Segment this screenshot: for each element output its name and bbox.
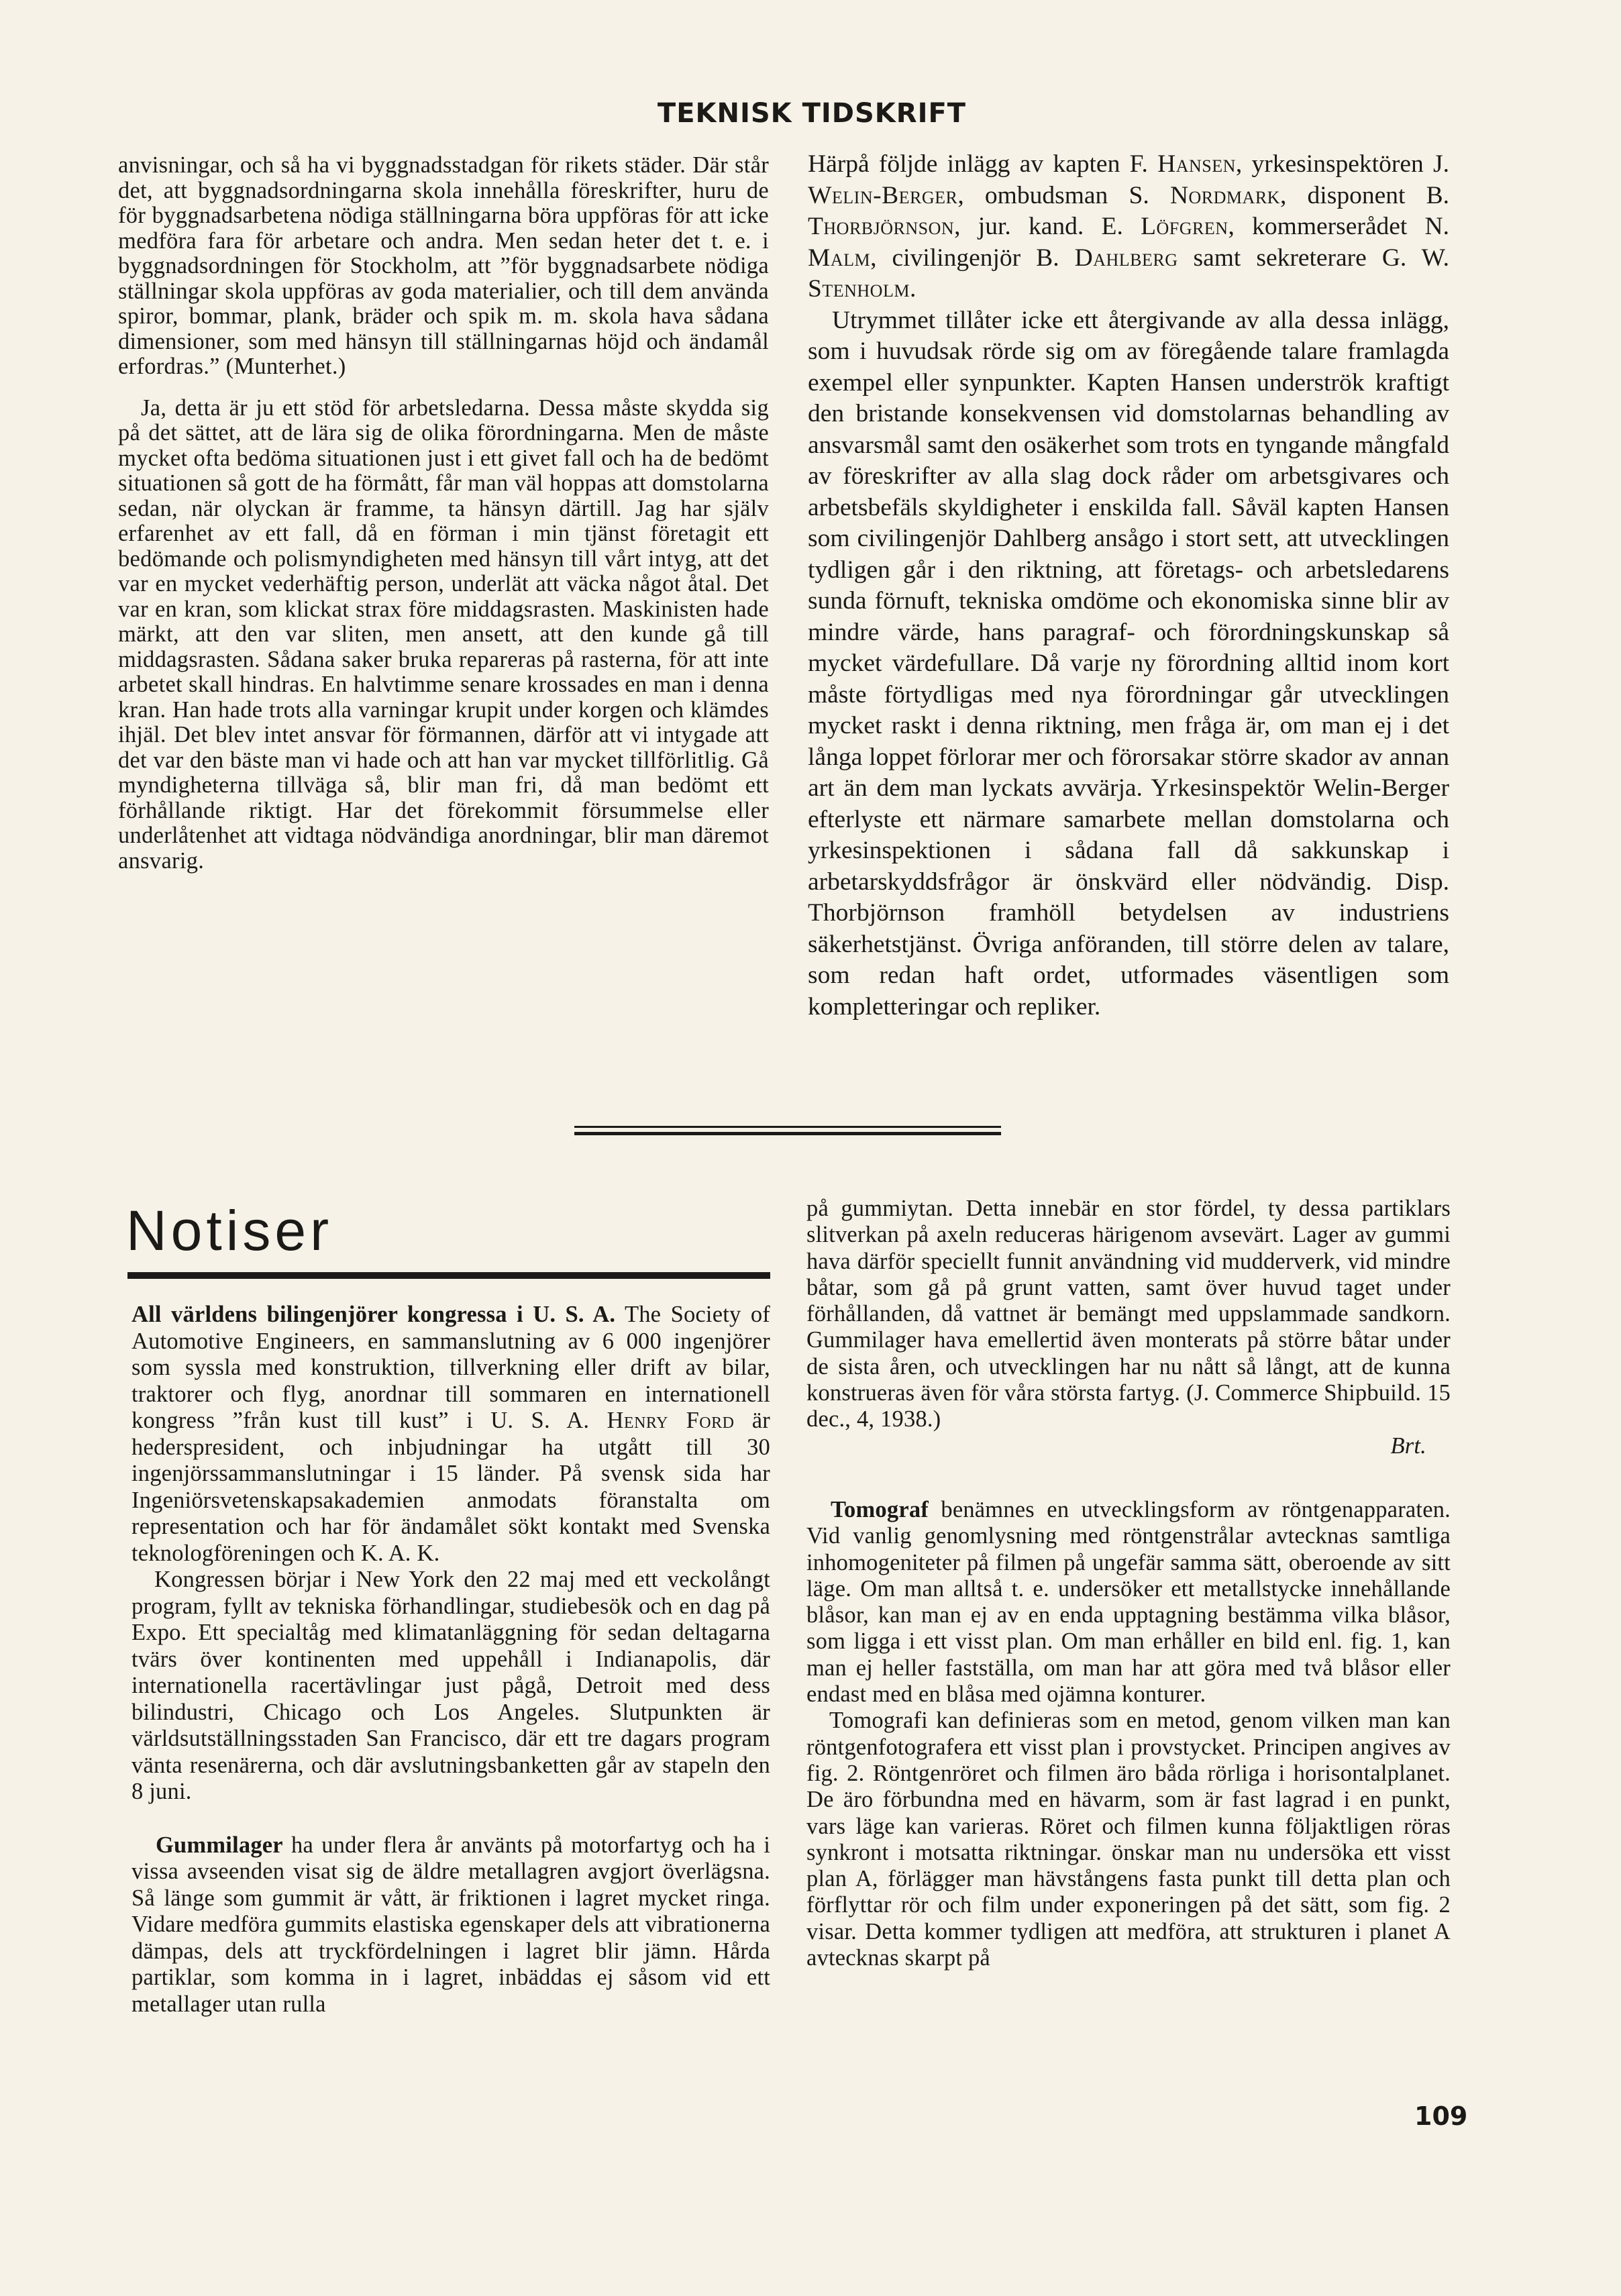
paragraph: Kongressen börjar i New York den 22 maj med ett veckolångt program, fyllt av tekniska förhandlingar, studiebesök och en dag på Expo. Ett specialtåg med klimatanläggning för sedan deltagarna tvärs över kontinenten med uppehåll i Indianapolis, där internationella racertävlingar just pågå, Detroit med dess bilindustri, Chicago och Los Angeles. Slutpunkten är världsutställningsstaden San Francisco, där ett tre dagars program vänta resenärerna, och där avslutningsbanketten går av stapeln den 8 juni.	[132, 1567, 770, 1804]
text-run: Härpå följde inlägg av kapten F.	[808, 150, 1158, 178]
author-signature: Brt.	[1390, 1432, 1426, 1459]
text-run: benämnes en utvecklingsform av röntgenapparaten. Vid vanlig genomlysning med röntgenstrålar avtecknas samtliga inhomogeniteter på filmen på ungefär samma sätt, oberoende av sitt läge. Om man alltså t. e. undersöker ett metallstycke innehållande blåsor, kan man ej av en enda upptagning bestämma vilka blåsor, som ligga i ett visst plan. Om man erhåller en bild enl. fig. 1, kan man ej heller fastställa, om man har att göra med två blåsor eller endast med en blåsa med ojämna konturer.	[806, 1496, 1451, 1708]
text-run: , yrkesinspektören J.	[1235, 150, 1449, 178]
speaker-name: Nordmark	[1169, 181, 1280, 209]
page-number: 109	[1414, 2101, 1468, 2131]
text-run: , ombudsman S.	[957, 181, 1170, 209]
text-run: The Society of Automotive Engineers, en sammanslutning av 6 000 ingenjörer som syssla med konstruktion, tillverkning eller drift av bilar, traktorer och flyg, anordnar till sommaren en internationell kongress ”från kust till kust” i U. S. A.	[132, 1302, 770, 1433]
notiser-left-column	[132, 1302, 770, 2160]
notice-heading: All världens bilingenjörer kongressa i U. S. A.	[132, 1302, 616, 1327]
top-right-column	[808, 149, 1449, 1115]
section-title: Notiser	[126, 1199, 333, 1262]
speaker-name: Löfgren	[1141, 213, 1228, 240]
text-run: , civilingenjör B.	[870, 244, 1075, 272]
paragraph: Ja, detta är ju ett stöd för arbetsledarna. Dessa måste skydda sig på det sättet, att de lära sig de olika förordningarna. Men de måste mycket ofta bedöma situationen just i ett givet fall och ha de bedömt situationen så gott de ha förmått, får man väl hoppas att domstolarna sedan, när olyckan är framme, ta hänsyn därtill. Jag har själv erfarenhet av ett fall, då en förman i min tjänst företagit ett bedömande och polismyndigheten med hänsyn till vårt intyg, att det var en mycket vederhäftig person, underlät att väcka något åtal. Det var en kran, som klickat strax före middagsrasten. Maskinisten hade märkt, att den var sliten, men ansett, att den kunde gå till middagsrasten. Sådana saker bruka repareras på rasterna, för att inte arbetet skall hindras. En halvtimme senare krossades en man i denna kran. Han hade trots alla varningar krupit under korgen och klämdes ihjäl. Det blev intet ansvar för förmannen, därför att vi intygade att det var den bäste man vi hade och att han var mycket tillförlitlig. Gå myndigheterna tillväga så, blir man fri, då man bedömt ett förhållande riktigt. Har det förekommit försummelse eller underlåtenhet att vidtaga nödvändiga anordningar, blir man däremot ansvarig.	[118, 395, 769, 874]
notice-rubber-bearings	[132, 1832, 770, 2018]
text-run: , kommerserådet N.	[1228, 213, 1449, 240]
text-run: , jur. kand. E.	[954, 213, 1141, 240]
paragraph: anvisningar, och så ha vi byggnadsstadgan för rikets städer. Där står det, att byggnadsordningarna skola innehålla föreskrifter, huru de för byggnadsarbetena nödiga ställningarna böra uppföras för att icke medföra fara för arbetare och andra. Men sedan heter det t. e. i byggnadsordningen för Stockholm, att ”för byggnadsarbete nödiga ställningar skola uppföras av goda materialier, och till dem använda spiror, bommar, plank, bräder och spik m. m. skola hava sådana dimensioner, som med hänsyn till ställningarnas höjd och ändamål erfordras.” (Munterhet.)	[118, 153, 769, 379]
speakers-paragraph	[808, 149, 1449, 305]
speaker-name: Welin-Berger	[808, 181, 958, 209]
speaker-name: Stenholm	[808, 275, 910, 303]
paragraph: Tomografi kan definieras som en metod, genom vilken man kan röntgenfotografera ett visst plan i provstycket. Principen angives av fig. 2. Röntgenröret och filmen äro båda rörliga i horisontalplanet. De äro förbundna med en hävarm, som är fast lagrad i en punkt, vars läge kan varieras. Röret och filmen kunna följaktligen röras synkront i motsatta riktningar. önskar man nu undersöka ett visst plan A, förlägger man hävstångens fasta punkt till detta plan och förflyttar rör och film under exponeringen på det sätt, som fig. 2 visar. Detta kommer tydligen att medföra, att strukturen i planet A avtecknas skarpt på	[806, 1708, 1451, 1971]
speaker-name: Malm	[808, 244, 871, 272]
text-run: samt sekreterare G. W.	[1178, 244, 1449, 272]
notiser-right-column	[806, 1196, 1451, 2135]
notice-heading: Gummilager	[156, 1832, 283, 1858]
speaker-name: Dahlberg	[1074, 244, 1178, 272]
text-run: ha under flera år använts på motorfartyg och ha i vissa avseenden visat sig de äldre metallagren avgjort överlägsna. Så länge som gummit är vått, är friktionen i lagret mycket ringa. Vidare medföra gummits elastiska egenskaper dels att vibrationerna dämpas, dels att tryckfördelningen i lagret blir jämn. Hårda partiklar, som komma in i lagret, inbäddas ej såsom vid ett metallager utan rulla	[132, 1832, 770, 2017]
person-name: Henry Ford	[607, 1408, 735, 1433]
running-head: TEKNISK TIDSKRIFT	[657, 98, 967, 129]
paragraph-continued	[806, 1196, 1451, 1459]
paragraph: Utrymmet tillåter icke ett återgivande av alla dessa inlägg, som i huvudsak rörde sig om av föregående talare framlagda exempel eller synpunkter. Kapten Hansen underströk kraftigt den bristande konsekvensen vid domstolarnas behandling av ansvarsmål samt den osäkerhet som trots en tyngande mångfald av föreskrifter av alla slag dock råder om arbetsgivares och arbetsbefäls skyldigheter i enskilda fall. Såväl kapten Hansen som civilingenjör Dahlberg ansågo i stort sett, att utvecklingen tydligen går i den riktning, att företags- och arbetsledarens sunda förnuft, tekniska omdöme och ekonomiska sinne blir av mindre värde, hans paragraf- och förordningskunskap så mycket värdefullare. Då varje ny förordning alltid inom kort måste förtydligas med nya förordningar går utvecklingen mycket raskt i denna riktning, men fråga är, om man ej i det långa loppet förlorar mer och förorsakar större skador av annan art än dem man lyckats avvärja. Yrkesinspektör Welin-Berger efterlyste ett närmare samarbete mellan domstolarna och yrkesinspektionen i sådana fall då sakkunskap i arbetarskyddsfrågor är önskvärd eller nödvändig. Disp. Thorbjörnson framhöll betydelsen av industriens säkerhetstjänst. Övriga anföranden, till större delen av talare, som redan haft ordet, utformades väsentligen som kompletteringar och repliker.	[808, 306, 1449, 1021]
notice-heading: Tomograf	[831, 1496, 929, 1522]
text-run: är hederspresident, och inbjudningar ha utgått till 30 ingenjörssammanslutningar i 15 länder. På svensk sida har Ingeniörsvetenskapsakademien anmodats föranstalta om representation och har för ändamålet sökt kontakt med Svenska teknologföreningen och K. A. K.	[132, 1408, 770, 1566]
section-divider	[574, 1126, 1001, 1135]
notice-tomograph	[806, 1497, 1451, 1708]
notice-congress	[132, 1302, 770, 1567]
text-run: .	[909, 275, 917, 303]
top-left-column	[118, 153, 769, 1112]
speaker-name: Hansen	[1157, 150, 1236, 178]
text-run: , disponent B.	[1279, 181, 1449, 209]
section-title-rule	[127, 1272, 770, 1279]
text-run: på gummiytan. Detta innebär en stor fördel, ty dessa partiklars slitverkan på axeln reduceras härigenom avsevärt. Lager av gummi hava därför speciellt funnit användning vid mudderverk, vid mindre båtar, som gå på grunt vatten, samt över huvud taget under förhållanden, då vattnet är bemängt med uppslammade sandkorn. Gummilager hava emellertid även monterats på större båtar under de sista åren, och utvecklingen har nu nått så långt, att de kunna konstrueras även för våra största fartyg. (J. Commerce Shipbuild. 15 dec., 4, 1938.)	[806, 1196, 1451, 1432]
speaker-name: Thorbjörnson	[808, 213, 955, 240]
